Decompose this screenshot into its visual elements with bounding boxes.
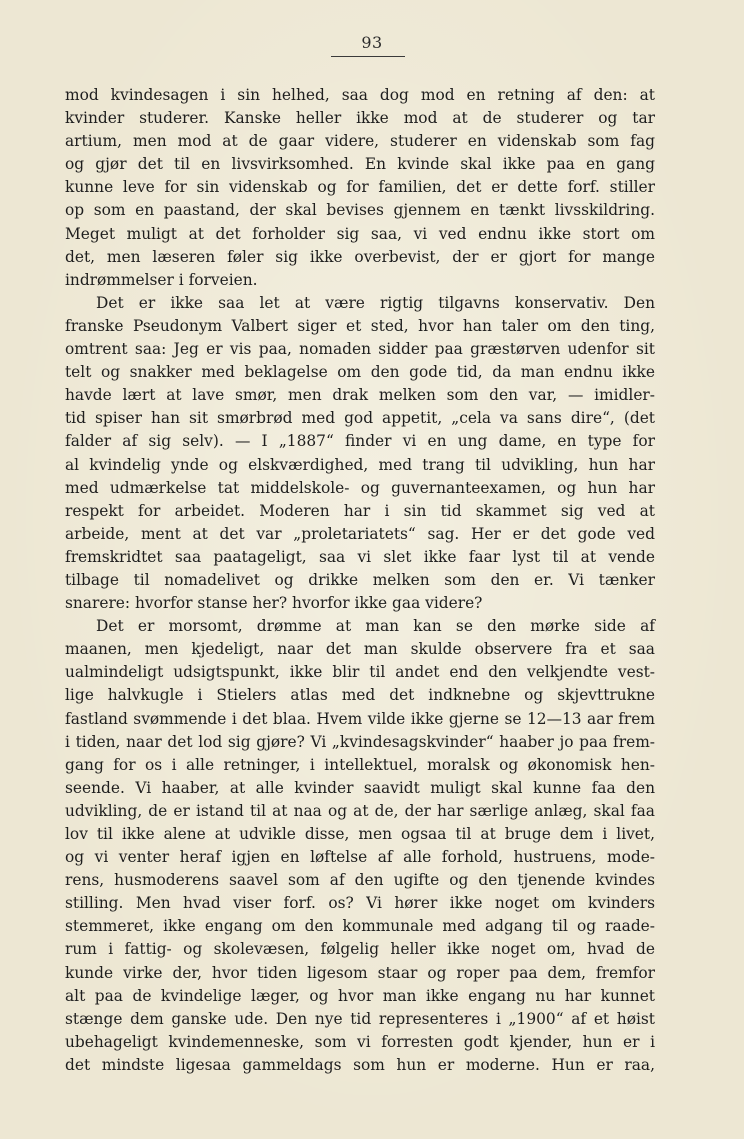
text-line: franske Pseudonym Valbert siger et sted, hvor han taler om den ting, bbox=[65, 316, 655, 335]
text-line: fremskridtet saa paatageligt, saa vi slet ikke faar lyst til at vende bbox=[65, 547, 655, 566]
text-line: i tiden, naar det lod sig gjøre? Vi „kvindesagskvinder“ haaber jo paa frem- bbox=[65, 732, 655, 751]
text-line: kunde virke der, hvor tiden ligesom staar og roper paa dem, fremfor bbox=[65, 963, 655, 982]
text-line: seende. Vi haaber, at alle kvinder saavidt muligt skal kunne faa den bbox=[65, 778, 655, 797]
text-line: rens, husmoderens saavel som af den ugifte og den tjenende kvindes bbox=[65, 871, 655, 890]
text-line: lige halvkugle i Stielers atlas med det indknebne og skjevttrukne bbox=[65, 686, 655, 705]
text-line: kvinder studerer. Kanske heller ikke mod at de studerer og tar bbox=[65, 109, 655, 128]
text-line: alt paa de kvindelige læger, og hvor man ikke engang nu har kunnet bbox=[65, 986, 655, 1005]
text-line: stænge dem ganske ude. Den nye tid representeres i „1900“ af et høist bbox=[65, 1009, 655, 1028]
text-line: det, men læseren føler sig ikke overbevist, der er gjort for mange bbox=[65, 247, 655, 266]
text-line: Det er ikke saa let at være rigtig tilgavns konservativ. Den bbox=[96, 293, 655, 312]
text-line: op som en paastand, der skal bevises gjennem en tænkt livsskildring. bbox=[65, 201, 655, 220]
text-line: artium, men mod at de gaar videre, studerer en videnskab som fag bbox=[65, 132, 655, 151]
text-line: rum i fattig- og skolevæsen, følgelig heller ikke noget om, hvad de bbox=[65, 940, 655, 959]
text-line: ualmindeligt udsigtspunkt, ikke blir til andet end den velkjendte vest- bbox=[65, 663, 655, 682]
text-line: Meget muligt at det forholder sig saa, vi ved endnu ikke stort om bbox=[65, 224, 655, 243]
text-line: tilbage til nomadelivet og drikke melken som den er. Vi tænker bbox=[65, 570, 655, 589]
text-line: med udmærkelse tat middelskole- og guvernanteexamen, og hun har bbox=[65, 478, 655, 497]
text-line: al kvindelig ynde og elskværdighed, med trang til udvikling, hun har bbox=[65, 455, 655, 474]
text-line: snarere: hvorfor stanse her? hvorfor ikke gaa videre? bbox=[65, 594, 483, 613]
text-line: og gjør det til en livsvirksomhed. En kvinde skal ikke paa en gang bbox=[65, 155, 655, 174]
page-number-rule bbox=[331, 56, 405, 57]
text-line: ubehageligt kvindemenneske, som vi forresten godt kjender, hun er i bbox=[65, 1032, 655, 1051]
text-line: respekt for arbeidet. Moderen har i sin tid skammet sig ved at bbox=[65, 501, 655, 520]
text-line: stilling. Men hvad viser forf. os? Vi hører ikke noget om kvinders bbox=[65, 894, 655, 913]
text-line: og vi venter heraf igjen en løftelse af alle forhold, hustruens, mode- bbox=[65, 848, 655, 867]
text-line: kunne leve for sin videnskab og for familien, det er dette forf. stiller bbox=[65, 178, 655, 197]
text-line: udvikling, de er istand til at naa og at de, der har særlige anlæg, skal faa bbox=[65, 801, 655, 820]
text-line: telt og snakker med beklagelse om den gode tid, da man endnu ikke bbox=[65, 363, 655, 382]
text-line: Det er morsomt, drømme at man kan se den mørke side af bbox=[96, 617, 655, 636]
text-line: havde lært at lave smør, men drak melken som den var, — imidler- bbox=[65, 386, 655, 405]
text-line: stemmeret, ikke engang om den kommunale med adgang til og raade- bbox=[65, 917, 655, 936]
text-line: fastland svømmende i det blaa. Hvem vilde ikke gjerne se 12—13 aar frem bbox=[65, 709, 655, 728]
text-line: det mindste ligesaa gammeldags som hun er moderne. Hun er raa, bbox=[65, 1055, 655, 1074]
text-line: arbeide, ment at det var „proletariatets“ sag. Her er det gode ved bbox=[65, 524, 655, 543]
text-line: maanen, men kjedeligt, naar det man skulde observere fra et saa bbox=[65, 640, 655, 659]
body-text bbox=[65, 84, 655, 1077]
text-line: falder af sig selv). — I „1887“ finder vi en ung dame, en type for bbox=[65, 432, 655, 451]
text-line: tid spiser han sit smørbrød med god appetit, „cela va sans dire“, (det bbox=[65, 409, 655, 428]
page-number: 93 bbox=[361, 33, 383, 52]
text-line: indrømmelser i forveien. bbox=[65, 270, 258, 289]
text-line: gang for os i alle retninger, i intellektuel, moralsk og økonomisk hen- bbox=[65, 755, 655, 774]
text-line: lov til ikke alene at udvikle disse, men ogsaa til at bruge dem i livet, bbox=[65, 825, 655, 843]
text-line: mod kvindesagen i sin helhed, saa dog mod en retning af den: at bbox=[65, 86, 655, 104]
text-line: omtrent saa: Jeg er vis paa, nomaden sidder paa græstørven udenfor sit bbox=[65, 340, 655, 359]
